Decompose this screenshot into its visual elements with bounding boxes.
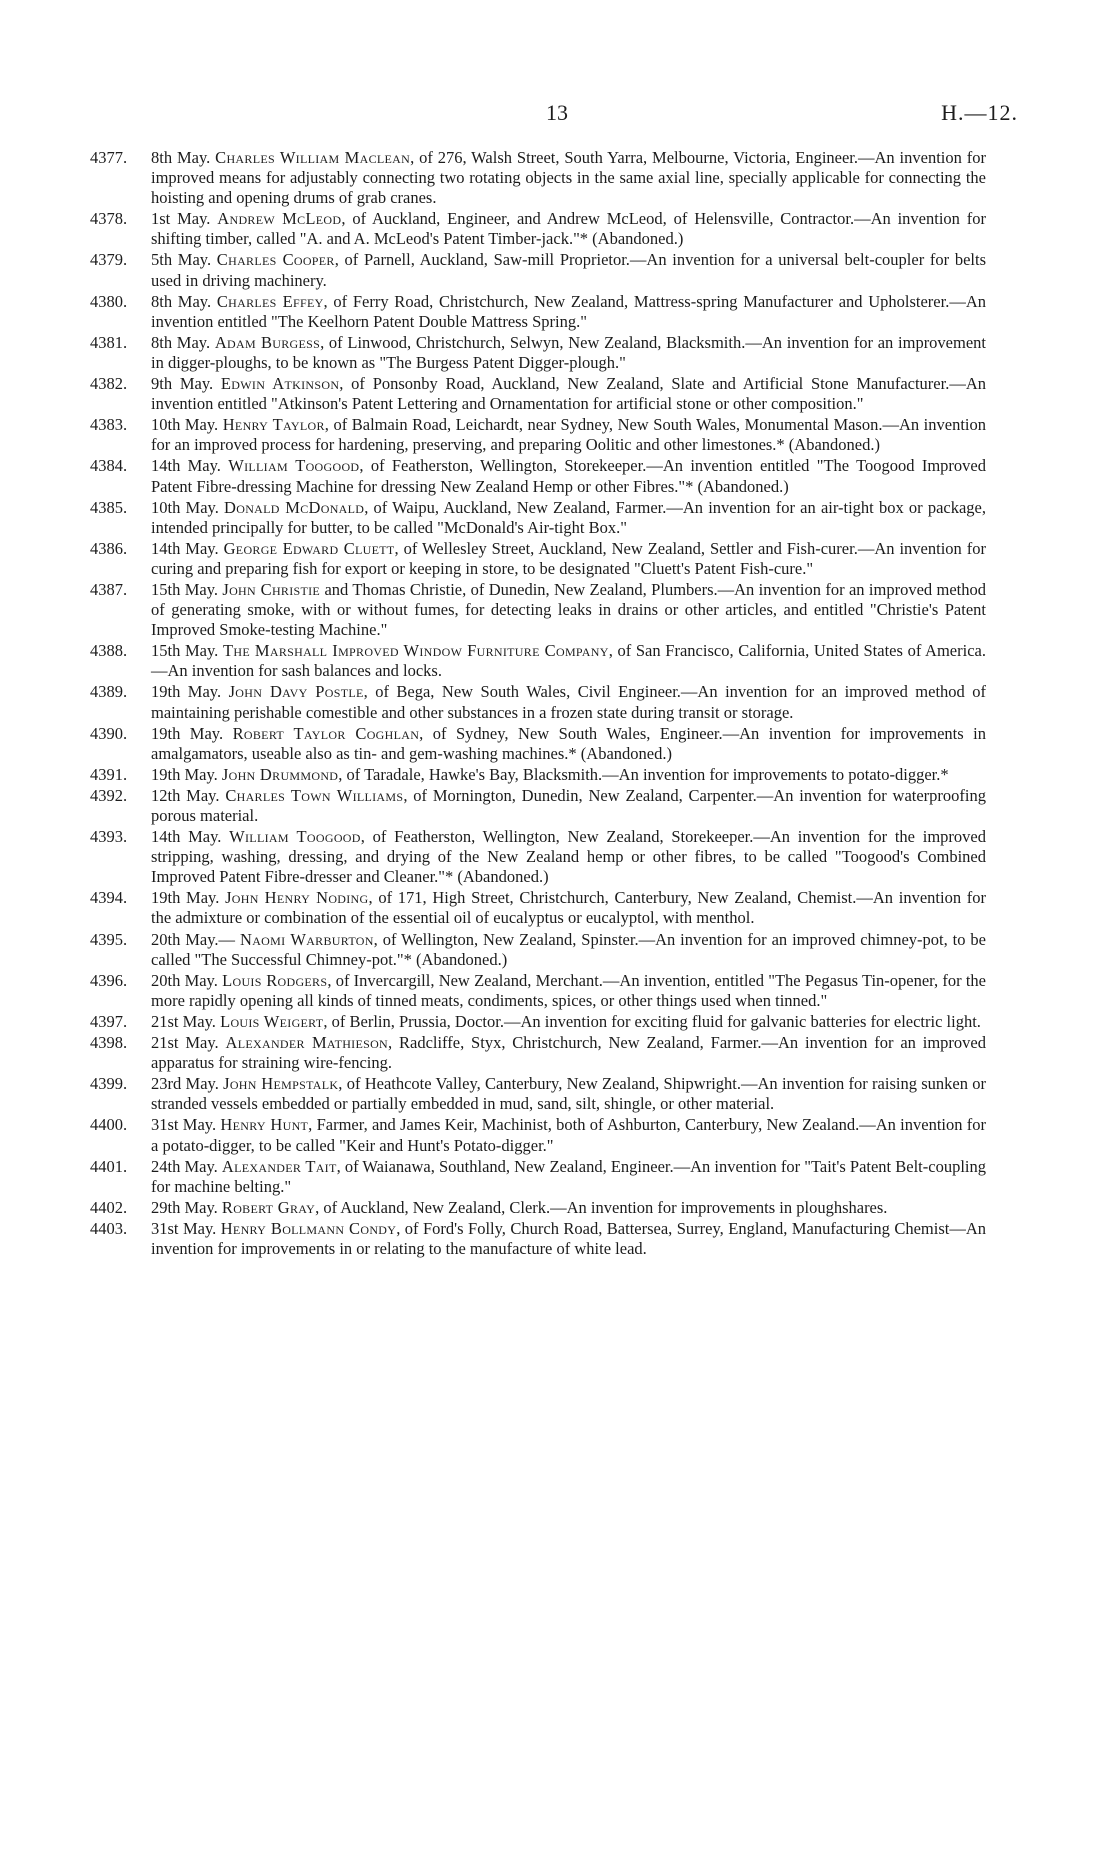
applicant-name: Alexander Mathieson xyxy=(225,1033,388,1053)
entry-date: 9th May. xyxy=(151,374,214,394)
entry-date: 20th May. xyxy=(151,970,218,990)
entry-description: , of Waipu, Auckland, New Zealand, Farmer.—An invention for an air-tight box or package, intended principally for butter, to be called "McDonald's Air-tight Box." xyxy=(151,497,987,537)
entry-description: , of San Francisco, California, United States of America.—An invention for sash balances and locks. xyxy=(151,641,986,681)
applicant-name: Louis Rodgers xyxy=(222,970,328,990)
applicant-name: Louis Weigert xyxy=(220,1011,324,1031)
entry-date: 8th May. xyxy=(151,332,211,352)
entry-number: 4384. xyxy=(90,456,128,476)
entry-number: 4386. xyxy=(90,538,128,558)
patent-entry xyxy=(90,333,986,373)
applicant-name: Donald McDonald xyxy=(224,497,365,517)
entry-date: 31st May. xyxy=(151,1218,217,1238)
patent-entry xyxy=(90,415,986,455)
applicant-name: The Marshall Improved Window Furniture Company xyxy=(222,641,609,661)
applicant-name: John Davy Postle xyxy=(228,682,364,702)
entry-date: 8th May. xyxy=(151,148,211,167)
entry-description: , Farmer, and James Keir, Machinist, both of Ashburton, Canterbury, New Zealand.—An invention for a potato-digger, to be called "Keir and Hunt's Potato-digger." xyxy=(151,1115,987,1155)
applicant-name: Edwin Atkinson xyxy=(220,374,340,394)
entry-description: , Radcliffe, Styx, Christchurch, New Zealand, Farmer.—An invention for an improved apparatus for straining wire-fencing. xyxy=(151,1033,986,1073)
entry-date: 1st May. xyxy=(151,209,211,229)
entry-description: , of Ferry Road, Christchurch, New Zealand, Mattress-spring Manufacturer and Upholsterer.—An invention entitled "The Keelhorn Patent Double Mattress Spring." xyxy=(151,291,987,331)
entry-number: 4382. xyxy=(90,374,128,394)
patent-entry xyxy=(90,498,986,538)
entry-number: 4379. xyxy=(90,250,128,270)
patent-entry xyxy=(90,374,986,414)
patent-entry xyxy=(90,209,986,249)
patent-entry xyxy=(90,1033,986,1073)
entry-number: 4395. xyxy=(90,929,128,949)
entry-number: 4390. xyxy=(90,723,128,743)
patent-entry xyxy=(90,1012,986,1032)
applicant-name: Robert Taylor Coghlan xyxy=(232,723,420,743)
patent-entry xyxy=(90,250,986,290)
applicant-name: William Toogood xyxy=(229,827,361,847)
entry-date: 19th May. xyxy=(151,682,222,702)
entry-description: , of Auckland, Engineer, and Andrew McLeod, of Helensville, Contractor.—An invention for shifting timber, called "A. and A. McLeod's Patent Timber-jack."* (Abandoned.) xyxy=(151,209,987,249)
patent-entry xyxy=(90,148,986,208)
entry-description: , of Mornington, Dunedin, New Zealand, Carpenter.—An invention for waterproofing porous material. xyxy=(151,785,987,825)
patent-entry xyxy=(90,765,986,785)
patent-entry xyxy=(90,641,986,681)
applicant-name: Alexander Tait xyxy=(221,1156,337,1176)
applicant-name: John Hempstalk xyxy=(223,1074,339,1094)
entry-date: 29th May. xyxy=(151,1197,218,1217)
applicant-name: Naomi Warburton xyxy=(239,929,374,949)
entry-description: , of Waianawa, Southland, New Zealand, Engineer.—An invention for "Tait's Patent Belt-coupling for machine belting." xyxy=(151,1156,987,1196)
entry-date: 15th May. xyxy=(151,641,219,661)
patent-entry xyxy=(90,827,986,887)
entry-number: 4399. xyxy=(90,1074,128,1094)
entry-description: , of 171, High Street, Christchurch, Canterbury, New Zealand, Chemist.—An invention for the admixture or combination of the essential oil of eucalyptus or eucalyptol, with menthol. xyxy=(151,888,987,928)
applicant-name: Henry Taylor xyxy=(222,415,325,435)
patent-entry xyxy=(90,1198,986,1218)
entry-number: 4391. xyxy=(90,764,128,784)
page-number: 13 xyxy=(546,100,568,125)
entry-description: , of Linwood, Christchurch, Selwyn, New Zealand, Blacksmith.—An invention for an improvement in digger-ploughs, to be known as "The Burgess Patent Digger-plough." xyxy=(151,332,987,372)
entry-number: 4380. xyxy=(90,291,128,311)
entry-date: 31st May. xyxy=(151,1115,217,1135)
entry-description: , of Auckland, New Zealand, Clerk.—An invention for improvements in ploughshares. xyxy=(315,1197,888,1217)
entry-number: 4403. xyxy=(90,1218,128,1238)
entry-description: , of Featherston, Wellington, New Zealand, Storekeeper.—An invention for the improved stripping, washing, dressing, and drying of the New Zealand hemp or other fibres, to be called "Toogood's Combined Improved Patent Fibre-dresser and Cleaner."* (Abandoned.) xyxy=(151,827,986,887)
entry-number: 4397. xyxy=(90,1011,128,1031)
applicant-name: Robert Gray xyxy=(221,1197,316,1217)
patent-entry xyxy=(90,1157,986,1197)
entry-number: 4393. xyxy=(90,827,128,847)
applicant-name: Adam Burgess xyxy=(214,332,321,352)
patent-entry xyxy=(90,724,986,764)
entry-date: 8th May. xyxy=(151,291,212,311)
entry-date: 23rd May. xyxy=(151,1074,219,1094)
entry-description: , of Ford's Folly, Church Road, Battersea, Surrey, England, Manufacturing Chemist—An invention for improvements in or relating to the manufacture of white lead. xyxy=(151,1218,986,1258)
entry-number: 4401. xyxy=(90,1156,128,1176)
patent-entry xyxy=(90,580,986,640)
entry-number: 4389. xyxy=(90,682,128,702)
entry-number: 4388. xyxy=(90,641,128,661)
entry-date: 19th May. xyxy=(151,888,220,908)
applicant-name: Charles Effey xyxy=(216,291,324,311)
patent-entry xyxy=(90,930,986,970)
patent-entry xyxy=(90,1115,986,1155)
entry-number: 4392. xyxy=(90,785,128,805)
entry-date: 14th May. xyxy=(151,827,222,847)
applicant-name: William Toogood xyxy=(228,456,360,476)
entry-date: 21st May. xyxy=(151,1011,216,1031)
entry-date: 14th May. xyxy=(151,456,221,476)
entry-description: , of Berlin, Prussia, Doctor.—An invention for exciting fluid for galvanic batteries for electric light. xyxy=(323,1011,981,1031)
patent-entry-list xyxy=(90,148,986,1260)
applicant-name: Charles Cooper xyxy=(216,250,335,270)
entry-description: , of Wellesley Street, Auckland, New Zealand, Settler and Fish-curer.—An invention for curing and preparing fish for export or keeping in store, to be designated "Cluett's Patent Fish-cure." xyxy=(151,538,987,578)
entry-number: 4402. xyxy=(90,1197,128,1217)
entry-date: 19th May. xyxy=(151,764,218,784)
entry-description: , of 276, Walsh Street, South Yarra, Melbourne, Victoria, Engineer.—An invention for improved means for adjustably connecting two rotating objects in the same axial line, specially applicable for connecting the hoisting and opening drums of grab cranes. xyxy=(151,148,986,208)
entry-number: 4381. xyxy=(90,332,128,352)
entry-number: 4385. xyxy=(90,497,128,517)
entry-date: 20th May.— xyxy=(151,929,236,949)
entry-date: 19th May. xyxy=(151,723,224,743)
entry-number: 4383. xyxy=(90,415,128,435)
patent-entry xyxy=(90,292,986,332)
applicant-name: Henry Bollmann Condy xyxy=(220,1218,397,1238)
entry-number: 4398. xyxy=(90,1033,128,1053)
entry-number: 4378. xyxy=(90,209,128,229)
entry-description: , of Wellington, New Zealand, Spinster.—An invention for an improved chimney-pot, to be called "The Successful Chimney-pot."* (Abandoned.) xyxy=(151,929,986,969)
patent-entry xyxy=(90,539,986,579)
entry-date: 14th May. xyxy=(151,538,219,558)
document-reference: H.—12. xyxy=(941,100,1018,125)
entry-description: , of Sydney, New South Wales, Engineer.—An invention for improvements in amalgamators, useable also as tin- and gem-washing machines.* (Abandoned.) xyxy=(151,723,987,763)
patent-entry xyxy=(90,682,986,722)
entry-description: , of Taradale, Hawke's Bay, Blacksmith.—An invention for improvements to potato-digger.* xyxy=(338,764,949,784)
entry-description: , of Ponsonby Road, Auckland, New Zealand, Slate and Artificial Stone Manufacturer.—An invention entitled "Atkinson's Patent Lettering and Ornamentation for artificial stone or other composition." xyxy=(151,374,987,414)
entry-date: 21st May. xyxy=(151,1033,219,1053)
applicant-name: Henry Hunt xyxy=(220,1115,309,1135)
applicant-name: John Christie xyxy=(222,579,321,599)
applicant-name: Andrew McLeod xyxy=(217,209,342,229)
applicant-name: Charles Town Williams xyxy=(225,785,404,805)
patent-entry xyxy=(90,1074,986,1114)
entry-number: 4387. xyxy=(90,579,128,599)
entry-description: , of Featherston, Wellington, Storekeeper.—An invention entitled "The Toogood Improved Patent Fibre-dressing Machine for dressing New Zealand Hemp or other Fibres."* (Abandoned.) xyxy=(151,456,986,496)
entry-date: 10th May. xyxy=(151,497,219,517)
entry-description: , of Invercargill, New Zealand, Merchant.—An invention, entitled "The Pegasus Tin-opener, for the more rapidly opening all kinds of tinned meats, condiments, spices, or other things used when tinned." xyxy=(151,970,986,1010)
patent-entry xyxy=(90,456,986,496)
patent-entry xyxy=(90,971,986,1011)
entry-date: 24th May. xyxy=(151,1156,218,1176)
applicant-name: Charles William Maclean xyxy=(215,148,411,167)
entry-number: 4394. xyxy=(90,888,128,908)
applicant-name: John Henry Noding xyxy=(225,888,369,908)
applicant-name: John Drummond xyxy=(221,764,339,784)
entry-description: , of Heathcote Valley, Canterbury, New Zealand, Shipwright.—An invention for raising sunken or stranded vessels embedded or partially embedded in mud, sand, silt, shingle, or other material. xyxy=(151,1074,987,1114)
applicant-name: George Edward Cluett xyxy=(223,538,395,558)
patent-entry xyxy=(90,786,986,826)
patent-entry xyxy=(90,888,986,928)
entry-date: 15th May. xyxy=(151,579,218,599)
entry-description: , of Parnell, Auckland, Saw-mill Proprietor.—An invention for a universal belt-coupler for belts used in driving machinery. xyxy=(151,250,986,290)
entry-description: , of Bega, New South Wales, Civil Engineer.—An invention for an improved method of maintaining perishable comestible and other substances in a frozen state during transit or storage. xyxy=(151,682,987,722)
entry-description: , of Balmain Road, Leichardt, near Sydney, New South Wales, Monumental Mason.—An invention for an improved process for hardening, preserving, and preparing Oolitic and other limestones.* (Abandoned.) xyxy=(151,415,987,455)
entry-date: 5th May. xyxy=(151,250,212,270)
entry-number: 4377. xyxy=(90,148,128,167)
entry-date: 12th May. xyxy=(151,785,220,805)
entry-number: 4396. xyxy=(90,970,128,990)
patent-entry xyxy=(90,1219,986,1259)
entry-number: 4400. xyxy=(90,1115,128,1135)
entry-description: and Thomas Christie, of Dunedin, New Zealand, Plumbers.—An invention for an improved method of generating smoke, with or without fumes, for detecting leaks in drains or other articles, and entitled "Christie's Patent Improved Smoke-testing Machine." xyxy=(151,579,987,640)
entry-date: 10th May. xyxy=(151,415,219,435)
